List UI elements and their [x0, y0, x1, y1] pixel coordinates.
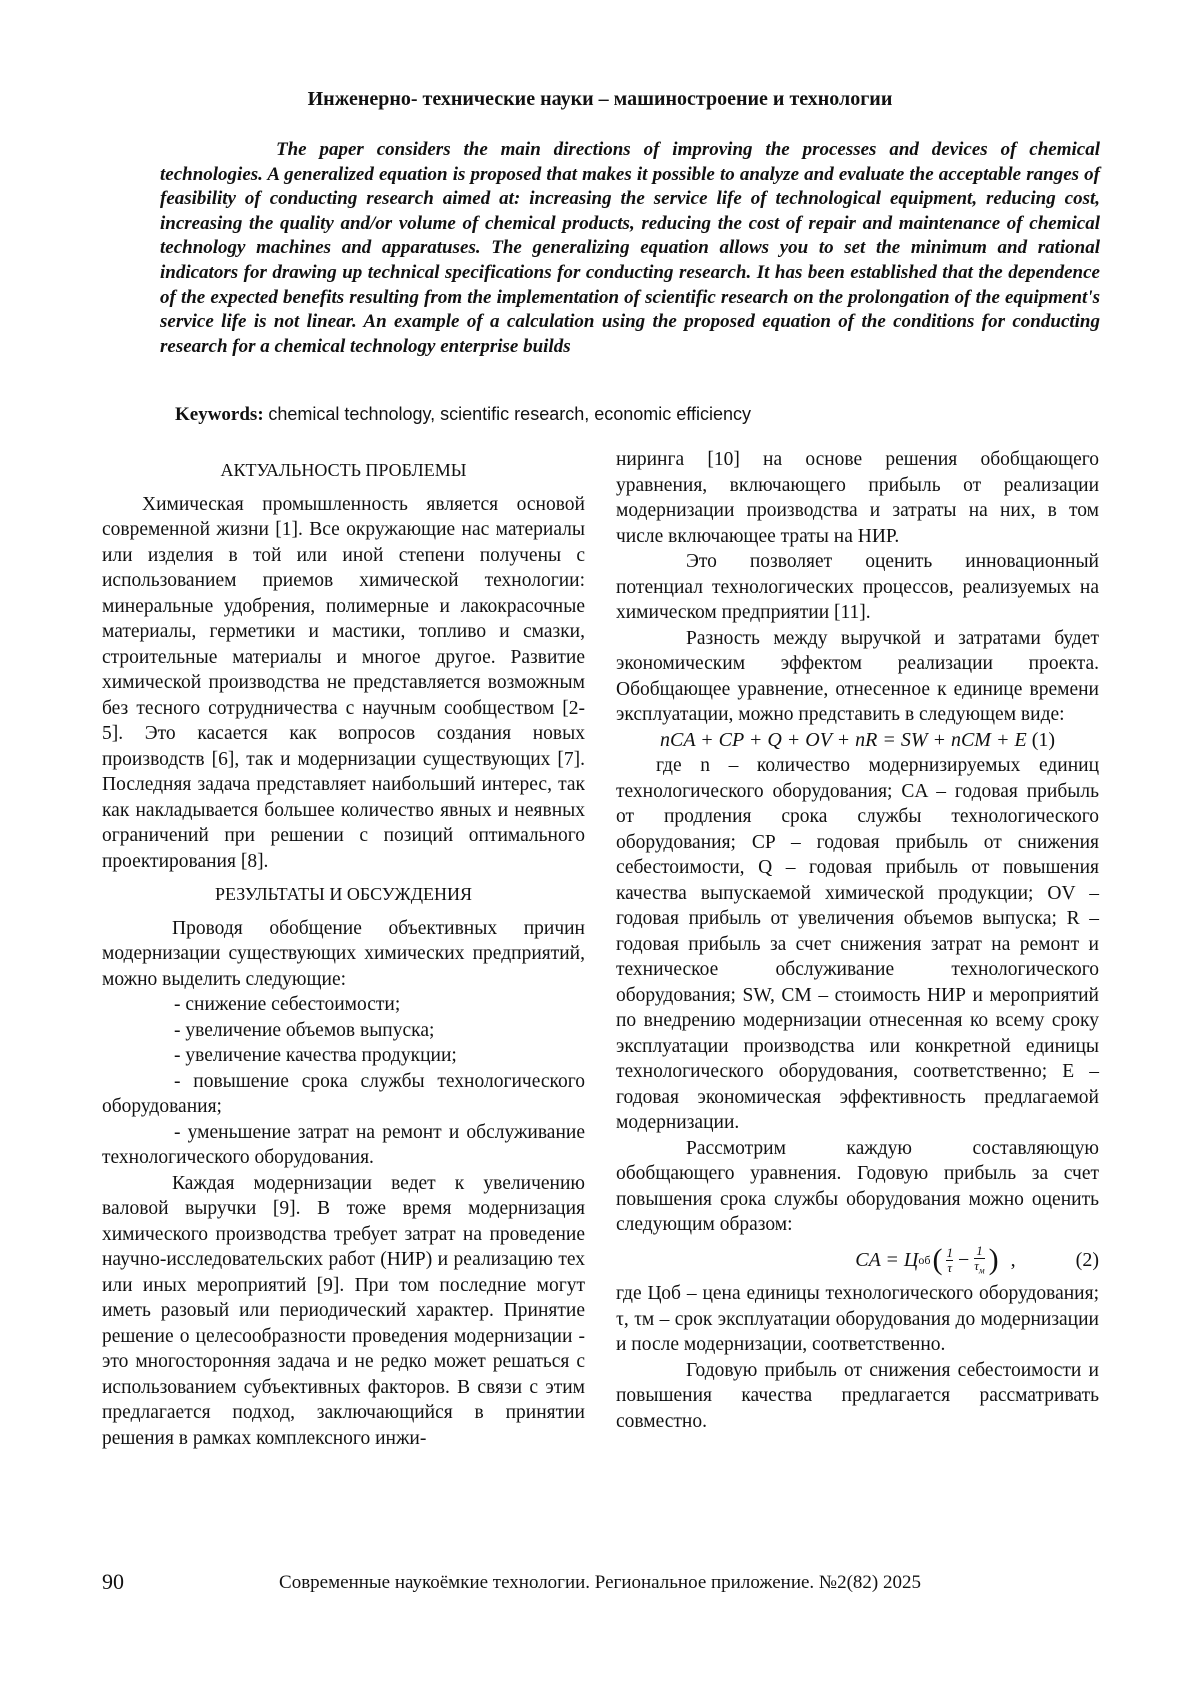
section-heading-results: РЕЗУЛЬТАТЫ И ОБСУЖДЕНИЯ — [214, 884, 473, 904]
list-item: - повышение срока службы технологического оборудования; — [102, 1070, 585, 1117]
equation-2-formula — [855, 1244, 1015, 1278]
fraction — [946, 1246, 953, 1275]
keywords-label: Keywords: — [175, 404, 264, 425]
equation-2 — [616, 1244, 1099, 1278]
equation-1-formula: nCA + CP + Q + OV + nR = SW + nCM + E — [659, 728, 1027, 751]
denominator: $\tau_м$ — [974, 1257, 985, 1276]
list-item: - уменьшение затрат на ремонт и обслуживание технологического оборудования. — [102, 1121, 585, 1168]
equation-1 — [616, 728, 1099, 754]
paragraph: Годовую прибыль от снижения себестоимости и повышения качества предлагается рассматривать совместно. — [616, 1359, 1099, 1432]
journal-title: Современные наукоёмкие технологии. Региональное приложение. №2(82) 2025 — [279, 1572, 921, 1593]
paragraph: где n – количество модернизируемых единиц технологического оборудования; CA – годовая прибыль от продления срока службы технологического оборудования; CP – годовая прибыль от снижения себестоимости, Q – годовая прибыль от повышения качества выпускаемой химической продукции; OV – годовая прибыль от увеличения объемов выпуска; R – годовая прибыль за счет снижения затрат на ремонт и техническое обслуживание технологического оборудования; SW, CM – стоимость НИР и мероприятий по внедрению модернизации отнесенная ко всему сроку эксплуатации производства или конкретной единицы технологического оборудования, соответственно; E – годовая экономическая эффективность предлагаемой модернизации. — [616, 755, 1099, 1133]
paragraph: Химическая промышленность является основой современной жизни [1]. Все окружающие нас материалы или изделия в той или иной степени получены с использованием приемов химической технологии: минеральные удобрения, полимерные и лакокрасочные материалы, герметики и мастики, топливо и смазки, строительные материалы и многое другое. Развитие химической производства не представляется возможным без тесного сотрудничества с научным сообществом [2-5]. Это касается как вопросов создания новых производств [6], так и модернизации существующих [7]. Последняя задача представляет наибольший интерес, так как накладывается большее количество явных и неявных ограничений при решении с позиций оптимального проектирования [8]. — [102, 493, 585, 872]
list-item: - снижение себестоимости; — [174, 994, 401, 1015]
paragraph: где Цоб – цена единицы технологического оборудования; τ, τм – срок эксплуатации оборудования до модернизации и после модернизации, соответственно. — [616, 1283, 1099, 1356]
denominator: τ — [947, 1259, 953, 1275]
paragraph: Проводя обобщение объективных причин модернизации существующих химических предприятий, можно выделить следующие: — [102, 917, 585, 990]
comma: , — [1010, 1248, 1016, 1271]
left-paren: ( — [932, 1243, 943, 1277]
numerator: 1 — [976, 1242, 983, 1258]
paragraph: Рассмотрим каждую составляющую обобщающего уравнения. Годовую прибыль за счет повышения срока службы оборудования можно оценить следующим образом: — [616, 1137, 1099, 1235]
paragraph: ниринга [10] на основе решения обобщающего уравнения, включающего прибыль от реализации модернизации производства и затраты на них, в том числе включающее траты на НИР. — [616, 449, 1099, 547]
equation-2-sub: об — [918, 1252, 931, 1267]
right-paren: ) — [988, 1243, 999, 1277]
paragraph: Это позволяет оценить инновационный потенциал технологических процессов, реализуемых на химическом предприятии [11]. — [616, 551, 1099, 623]
paragraph: Разность между выручкой и затратами будет экономическим эффектом реализации проекта. Обобщающее уравнение, отнесенное к единице времени эксплуатации, можно представить в следующем виде: — [616, 627, 1099, 725]
keywords — [175, 404, 1075, 426]
equation-1-number: (1) — [1031, 728, 1056, 751]
fraction — [974, 1244, 984, 1278]
page-number: 90 — [102, 1569, 124, 1594]
minus-sign: − — [957, 1248, 970, 1271]
running-header: Инженерно- технические науки – машиностроение и технологии — [307, 88, 893, 110]
numerator: 1 — [946, 1244, 953, 1260]
keywords-value: chemical technology, scientific research, economic efficiency — [268, 404, 751, 424]
abstract: The paper considers the main directions of improving the processes and devices of chemical technologies. A generalized equation is proposed that makes it possible to analyze and evaluate the acceptable ranges of feasibility of conducting research aimed at: increasing the service life of technological equipment, reducing cost, increasing the quality and/or volume of chemical products, reducing the cost of repair and maintenance of chemical technology machines and apparatuses. The generalizing equation allows you to set the minimum and rational indicators for drawing up technical specifications for conducting research. It has been established that the dependence of the expected benefits resulting from the implementation of scientific research on the prolongation of the equipment's service life is not linear. An example of a calculation using the proposed equation of the conditions for conducting research for a chemical technology enterprise builds — [160, 139, 1100, 357]
section-heading-relevance: АКТУАЛЬНОСТЬ ПРОБЛЕМЫ — [220, 460, 467, 480]
equation-2-number: (2) — [1075, 1248, 1099, 1271]
paragraph: Каждая модернизации ведет к увеличению валовой выручки [9]. В тоже время модернизация химического производства требует затрат на проведение научно-исследовательских работ (НИР) и реализацию тех или иных мероприятий [9]. При том последние могут иметь разовый или периодический характер. Принятие решение о целесообразности проведения модернизации - это многосторонняя задача и не редко может решаться с использованием субъективных факторов. В связи с этим предлагается подход, заключающийся в принятии решения в рамках комплексного инжи- — [102, 1172, 585, 1449]
list-item: - увеличение объемов выпуска; — [174, 1019, 435, 1041]
left-column — [102, 450, 585, 1451]
equation-2-lhs: CA = Ц — [855, 1248, 919, 1271]
right-column — [616, 447, 1099, 1434]
list-item: - увеличение качества продукции; — [174, 1045, 457, 1066]
